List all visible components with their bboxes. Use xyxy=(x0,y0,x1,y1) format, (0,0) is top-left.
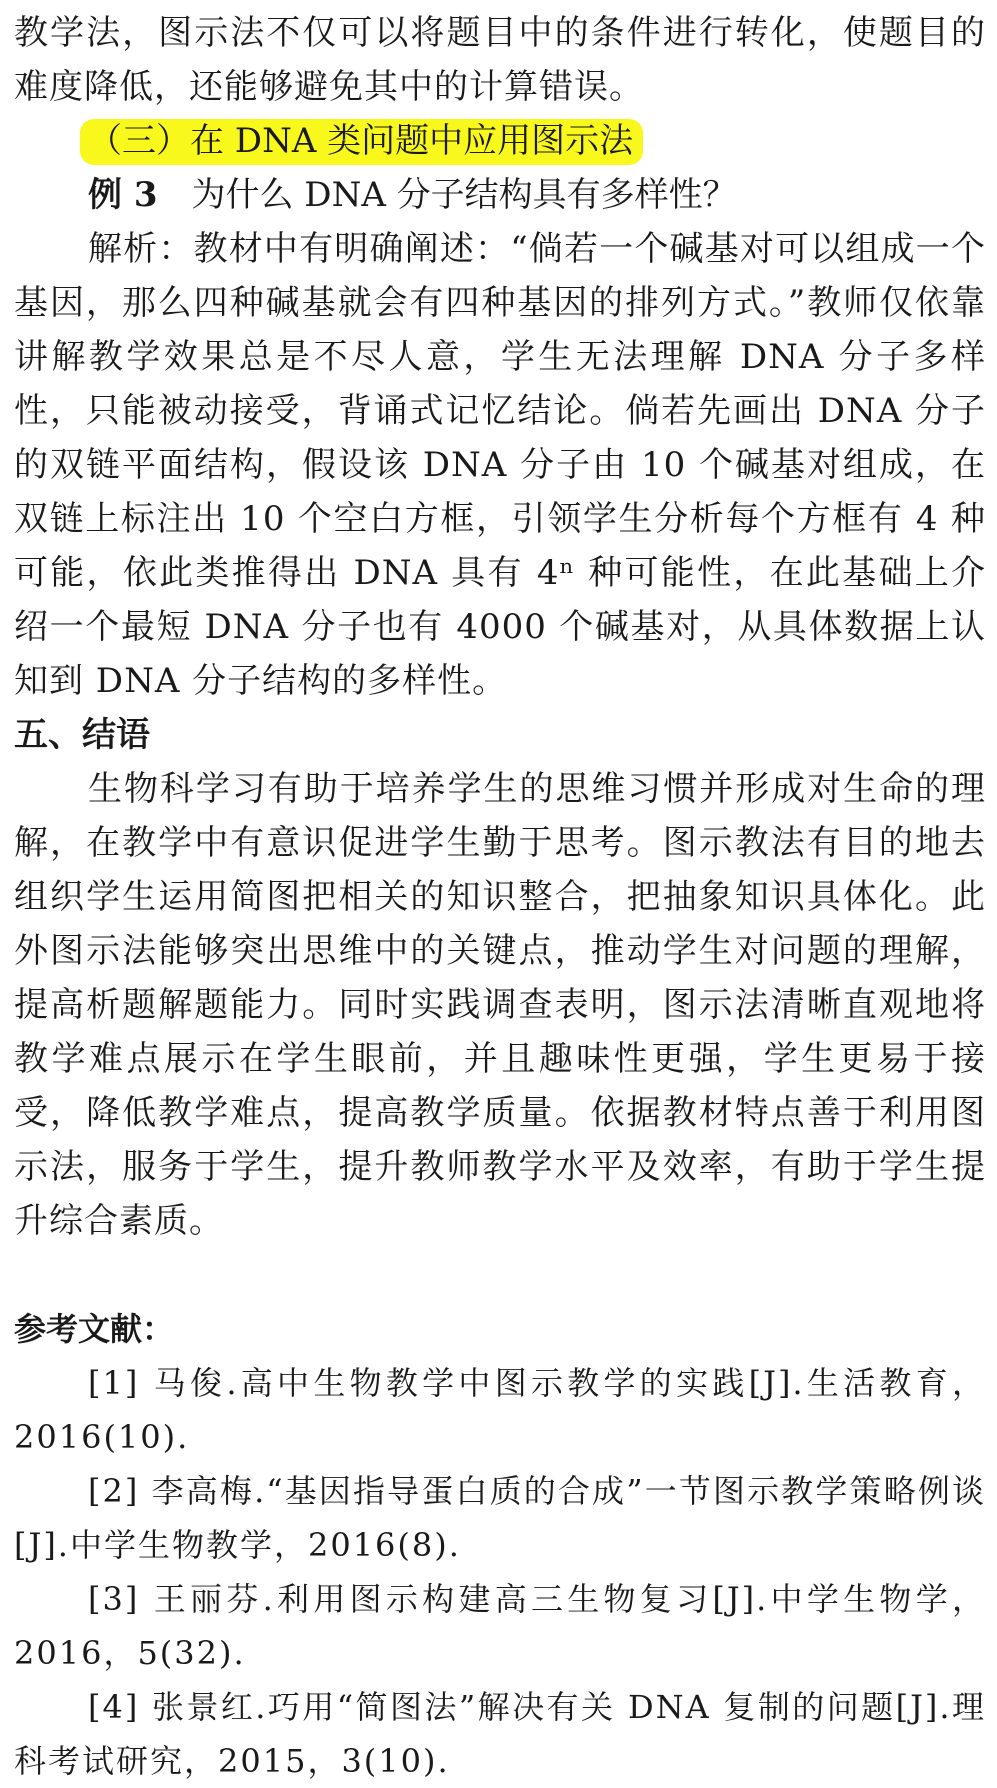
reference-item: [4] 张景红.巧用“简图法”解决有关 DNA 复制的问题[J].理科考试研究，2015，3(10). xyxy=(14,1688,986,1780)
document-page xyxy=(14,6,986,1788)
reference-item: [1] 马俊.高中生物教学中图示教学的实践[J].生活教育，2016(10). xyxy=(14,1364,986,1456)
highlighted-heading: （三）在 DNA 类问题中应用图示法 xyxy=(80,119,643,165)
section-heading: 五、结语 xyxy=(14,715,150,755)
subsection-heading xyxy=(14,114,986,168)
intro-paragraph: 教学法，图示法不仅可以将题目中的条件进行转化，使题目的难度降低，还能够避免其中的计算错误。 xyxy=(14,13,986,107)
example-label: 例 3 xyxy=(88,175,158,215)
example-question-text: 为什么 DNA 分子结构具有多样性？ xyxy=(191,175,737,215)
reference-item: [2] 李高梅.“基因指导蛋白质的合成”一节图示教学策略例谈[J].中学生物教学，2016(8). xyxy=(14,1472,986,1564)
references-heading: 参考文献： xyxy=(14,1310,175,1348)
reference-item: [3] 王丽芬.利用图示构建高三生物复习[J].中学生物学，2016，5(32). xyxy=(14,1580,986,1672)
spacer xyxy=(14,1248,986,1302)
example-question xyxy=(14,168,986,222)
conclusion-paragraph: 生物科学习有助于培养学生的思维习惯并形成对生命的理解，在教学中有意识促进学生勤于思考。图示教法有目的地去组织学生运用简图把相关的知识整合，把抽象知识具体化。此外图示法能够突出思维中的关键点，推动学生对问题的理解，提高析题解题能力。同时实践调查表明，图示法清晰直观地将教学难点展示在学生眼前，并且趣味性更强，学生更易于接受，降低教学难点，提高教学质量。依据教材特点善于利用图示法，服务于学生，提升教师教学水平及效率，有助于学生提升综合素质。 xyxy=(14,769,986,1241)
analysis-paragraph: 解析：教材中有明确阐述：“倘若一个碱基对可以组成一个基因，那么四种碱基就会有四种基因的排列方式。”教师仅依靠讲解教学效果总是不尽人意，学生无法理解 DNA 分子多样性，只能被动接受，背诵式记忆结论。倘若先画出 DNA 分子的双链平面结构，假设该 DNA 分子由 10 个碱基对组成，在双链上标注出 10 个空白方框，引领学生分析每个方框有 4 种可能，依此类推得出 DNA 具有 4ⁿ 种可能性，在此基础上介绍一个最短 DNA 分子也有 4000 个碱基对，从具体数据上认知到 DNA 分子结构的多样性。 xyxy=(14,229,986,701)
